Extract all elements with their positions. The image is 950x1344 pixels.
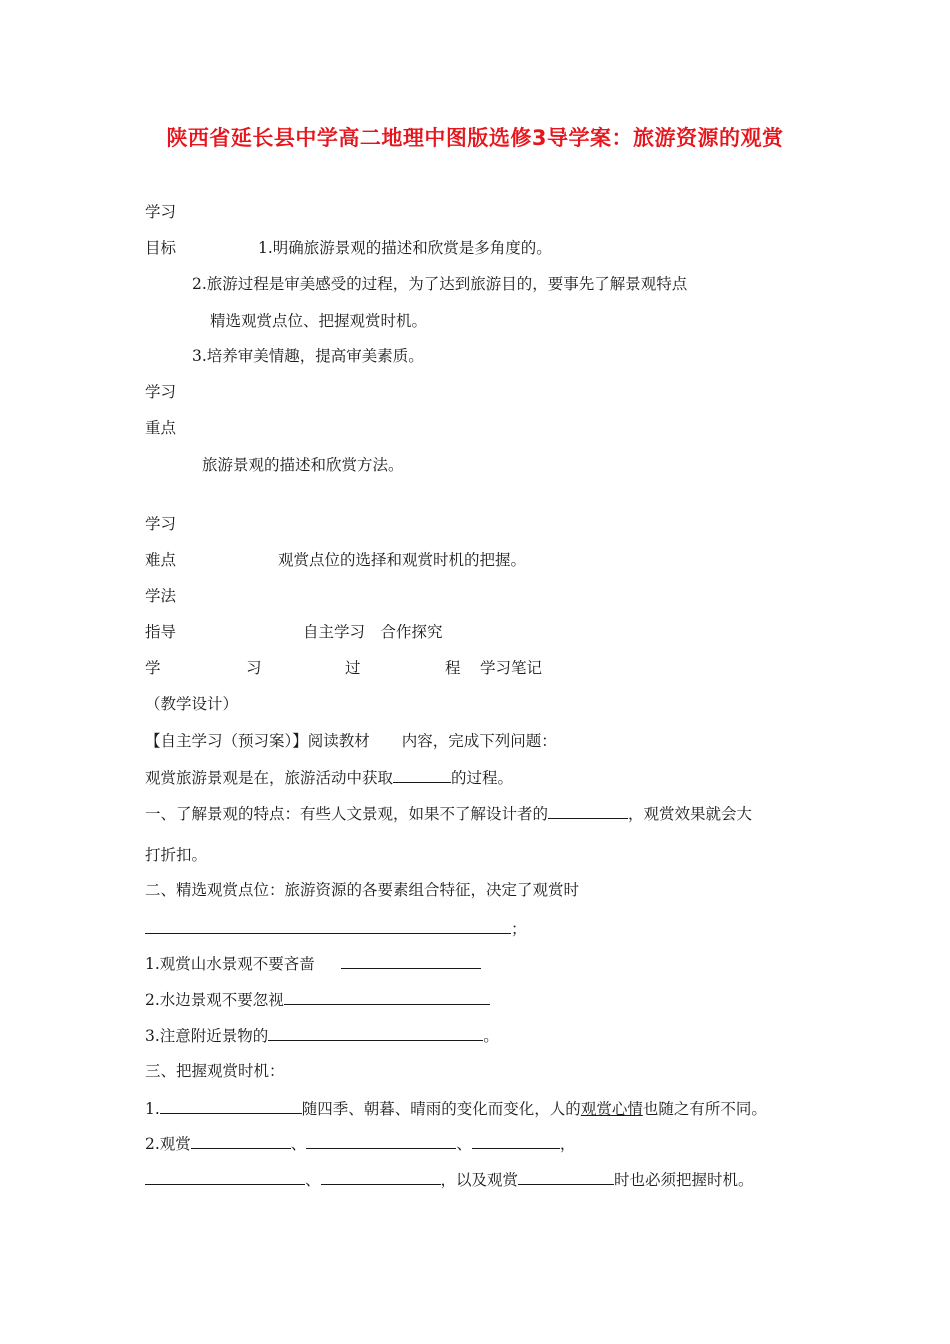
blank-field[interactable]	[548, 803, 628, 819]
teaching-design: （教学设计）	[145, 695, 239, 713]
method-label-top: 学法	[145, 587, 177, 605]
question-2-1	[145, 953, 481, 974]
self-study-prefix: 【自主学习（预习案）】阅读教材	[145, 732, 370, 750]
process-header-4: 程	[445, 659, 461, 677]
question-3-1-num: 1.	[145, 1100, 160, 1118]
question-1-cont: 打折扣。	[145, 846, 208, 864]
question-2-1-text: 1.观赏山水景观不要吝啬	[145, 955, 315, 973]
blank-field[interactable]	[472, 1133, 560, 1149]
blank-field[interactable]	[145, 918, 511, 934]
difficulty-text: 观赏点位的选择和观赏时机的把握。	[278, 551, 527, 569]
question-3: 三、把握观赏时机：	[145, 1062, 285, 1080]
page-title: 陕西省延长县中学高二地理中图版选修3导学案：旅游资源的观赏	[166, 126, 784, 150]
separator: 、	[290, 1135, 307, 1153]
question-3-3	[145, 1169, 754, 1190]
goal-item-2-cont: 精选观赏点位、把握观赏时机。	[210, 312, 428, 330]
blank-field[interactable]	[306, 1133, 456, 1149]
focus-label-top: 学习	[145, 383, 177, 401]
process-header-3: 过	[345, 659, 361, 677]
question-2: 二、精选观赏点位：旅游资源的各要素组合特征，决定了观赏时	[145, 881, 580, 899]
question-3-1-end: 也随之有所不同。	[642, 1100, 767, 1118]
notes-header: 学习笔记	[480, 659, 543, 677]
process-header-1: 学	[145, 659, 161, 677]
blank-field[interactable]	[160, 1098, 302, 1114]
difficulty-label-bottom: 难点	[145, 551, 177, 569]
blank-field[interactable]	[191, 1133, 291, 1149]
separator: 、	[456, 1135, 472, 1153]
method-text: 自主学习 合作探究	[303, 623, 443, 641]
method-label-bottom: 指导	[145, 623, 177, 641]
question-3-3-end: 时也必须把握时机。	[614, 1171, 754, 1189]
goal-item-3: 3.培养审美情趣，提高审美素质。	[192, 347, 424, 365]
question-3-3-text: ，以及观赏	[440, 1171, 519, 1189]
question-2-end: ；	[511, 920, 527, 938]
question-2-3	[145, 1025, 499, 1046]
blank-field[interactable]	[268, 1025, 483, 1041]
question-1	[145, 803, 752, 824]
goal-item-1: 1.明确旅游景观的描述和欣赏是多角度的。	[258, 239, 552, 257]
question-3-1-underlined: 观赏心情	[580, 1100, 643, 1118]
process-header-2: 习	[246, 659, 262, 677]
question-3-2	[145, 1133, 575, 1154]
difficulty-label-top: 学习	[145, 515, 177, 533]
question-2-blank-line	[145, 918, 527, 939]
question-1-mid: ，观赏效果就会大	[628, 805, 753, 823]
blank-field[interactable]	[321, 1169, 441, 1185]
blank-field[interactable]	[393, 767, 451, 783]
question-3-1-text: 随四季、朝暮、晴雨的变化而变化，人的	[301, 1100, 581, 1118]
question-2-3-text: 3.注意附近景物的	[145, 1027, 269, 1045]
focus-label-bottom: 重点	[145, 419, 177, 437]
separator: ，	[559, 1135, 576, 1153]
goal-item-2: 2.旅游过程是审美感受的过程，为了达到旅游目的，要事先了解景观特点	[192, 275, 688, 293]
question-0-end: 的过程。	[451, 769, 514, 787]
blank-field[interactable]	[341, 953, 481, 969]
focus-text: 旅游景观的描述和欣赏方法。	[202, 456, 404, 474]
question-3-1	[145, 1098, 767, 1119]
blank-field[interactable]	[518, 1169, 614, 1185]
self-study-line	[145, 731, 557, 751]
blank-field[interactable]	[284, 989, 490, 1005]
question-1-text: 一、了解景观的特点：有些人文景观，如果不了解设计者的	[145, 805, 549, 823]
question-0-text: 观赏旅游景观是在，旅游活动中获取	[145, 769, 394, 787]
goals-label-bottom: 目标	[145, 239, 177, 257]
self-study-suffix: 内容，完成下列问题：	[401, 732, 557, 750]
question-3-2-text: 2.观赏	[145, 1135, 191, 1153]
question-2-3-end: 。	[483, 1027, 499, 1045]
question-0	[145, 767, 513, 788]
blank-field[interactable]	[145, 1169, 305, 1185]
goals-label-top: 学习	[145, 203, 177, 221]
question-2-2	[145, 989, 490, 1010]
separator: 、	[305, 1171, 321, 1189]
question-2-2-text: 2.水边景观不要忽视	[145, 991, 284, 1009]
